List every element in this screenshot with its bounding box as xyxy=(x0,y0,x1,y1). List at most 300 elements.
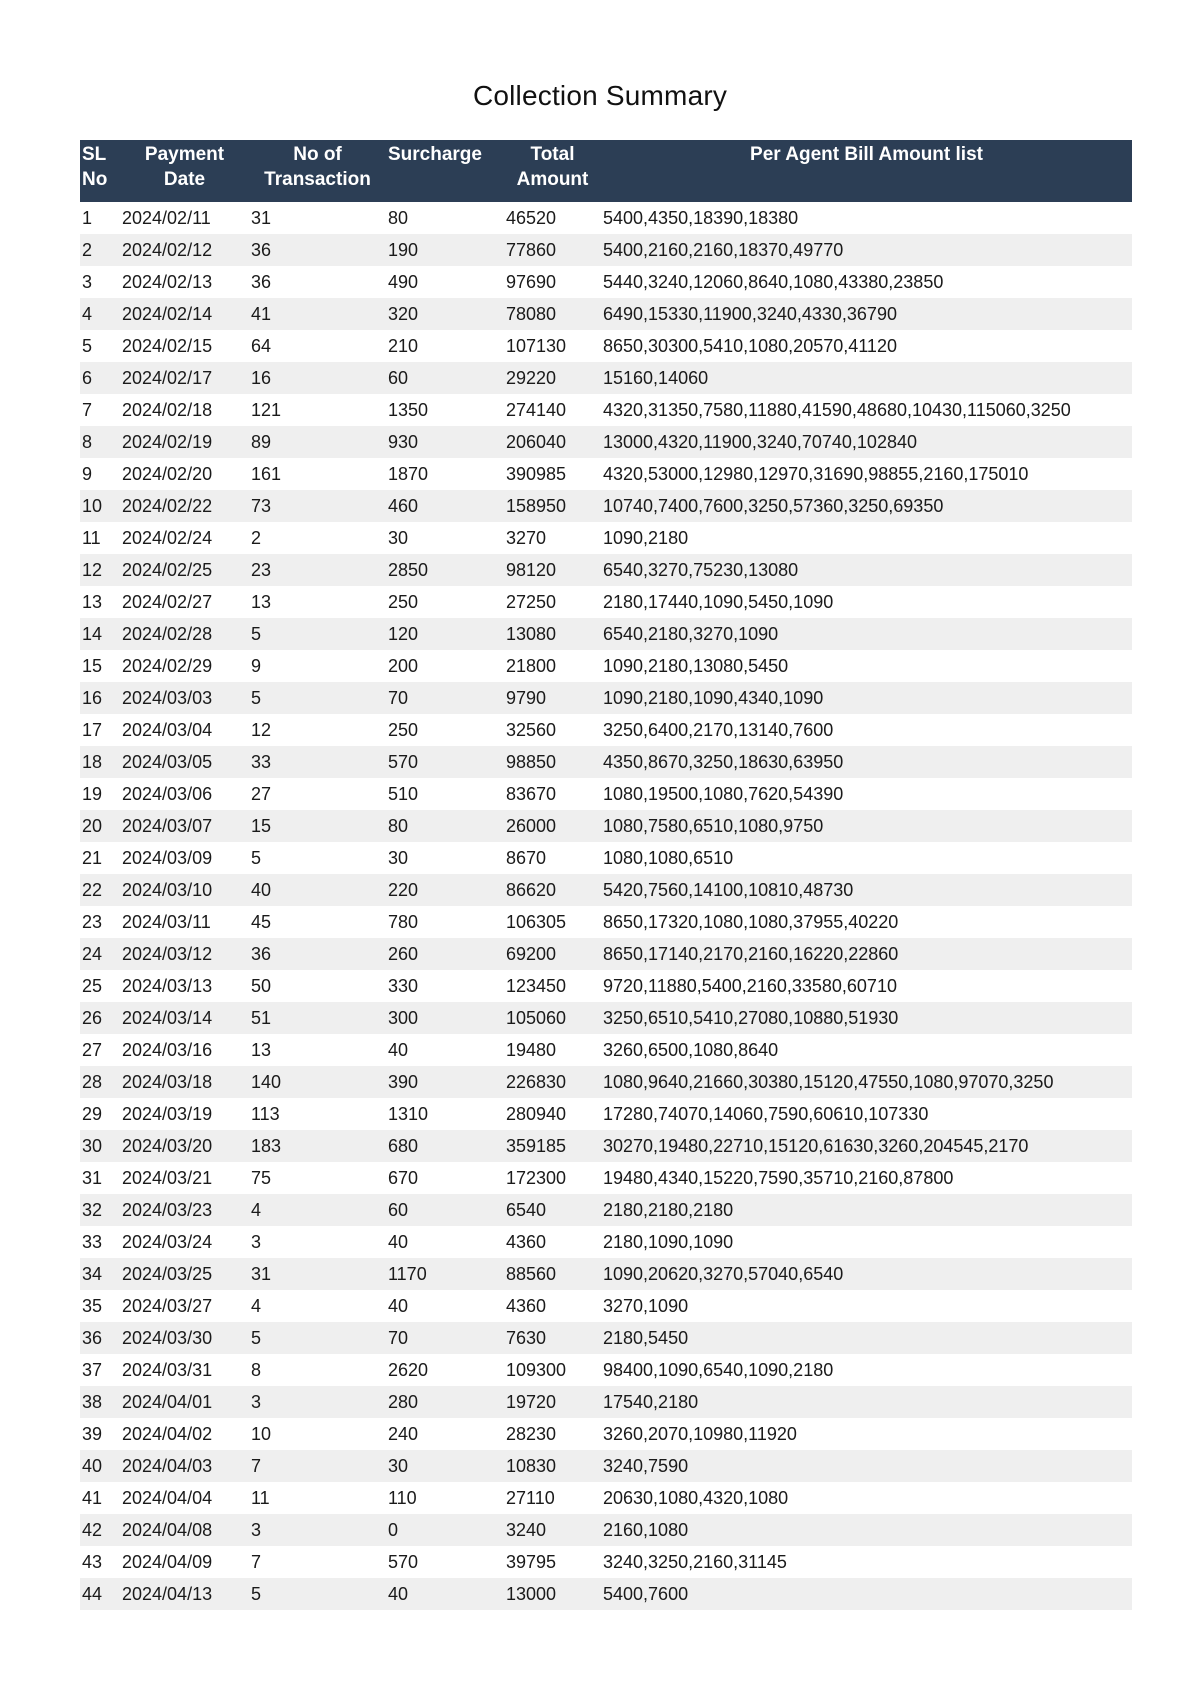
surcharge-cell: 250 xyxy=(388,592,419,612)
no-of-transaction-cell: 8 xyxy=(251,1360,262,1380)
payment-date-cell: 2024/02/15 xyxy=(122,336,213,356)
no-of-transaction-cell: 23 xyxy=(249,554,386,586)
surcharge-cell: 2620 xyxy=(388,1360,429,1380)
payment-date-cell: 2024/03/04 xyxy=(122,720,213,740)
total-amount-cell: 226830 xyxy=(504,1066,601,1098)
per-agent-bill-amount-list-cell: 5420,7560,14100,10810,48730 xyxy=(601,874,1132,906)
total-amount-cell: 77860 xyxy=(504,234,601,266)
sl-no-cell: 9 xyxy=(82,464,93,484)
sl-no-cell: 8 xyxy=(80,426,120,458)
table-row xyxy=(80,1162,1132,1194)
total-amount-cell: 27250 xyxy=(506,592,557,612)
total-amount-cell: 98120 xyxy=(504,554,601,586)
table-row xyxy=(80,1354,1132,1386)
per-agent-bill-amount-list-cell: 4320,53000,12980,12970,31690,98855,2160,175010 xyxy=(603,464,1029,484)
no-of-transaction-cell: 9 xyxy=(251,656,262,676)
surcharge-cell: 280 xyxy=(386,1386,504,1418)
per-agent-bill-amount-list-cell: 5400,7600 xyxy=(601,1578,1132,1610)
sl-no-cell: 42 xyxy=(80,1514,120,1546)
total-amount-cell: 359185 xyxy=(504,1130,601,1162)
table-row xyxy=(80,650,1132,682)
per-agent-bill-amount-list-cell: 17280,74070,14060,7590,60610,107330 xyxy=(603,1104,929,1124)
total-amount-cell: 39795 xyxy=(506,1552,557,1572)
column-header-payment-date: Payment Date xyxy=(120,140,249,202)
payment-date-cell: 2024/03/16 xyxy=(122,1040,213,1060)
total-amount-cell: 86620 xyxy=(504,874,601,906)
sl-no-cell: 27 xyxy=(82,1040,103,1060)
table-row xyxy=(80,298,1132,330)
table-row xyxy=(80,1194,1132,1226)
column-header-total-amount: Total Amount xyxy=(504,140,601,202)
no-of-transaction-cell: 13 xyxy=(251,592,272,612)
sl-no-cell: 44 xyxy=(80,1578,120,1610)
payment-date-cell: 2024/03/05 xyxy=(120,746,249,778)
surcharge-cell: 120 xyxy=(386,618,504,650)
sl-no-cell: 5 xyxy=(82,336,93,356)
per-agent-bill-amount-list-cell: 1090,2180 xyxy=(603,528,689,548)
per-agent-bill-amount-list-cell: 1080,19500,1080,7620,54390 xyxy=(603,784,844,804)
sl-no-cell: 13 xyxy=(82,592,103,612)
total-amount-cell: 172300 xyxy=(506,1168,567,1188)
payment-date-cell: 2024/02/18 xyxy=(122,400,213,420)
per-agent-bill-amount-list-cell: 2180,1090,1090 xyxy=(603,1232,734,1252)
payment-date-cell: 2024/03/09 xyxy=(122,848,213,868)
no-of-transaction-cell: 36 xyxy=(249,234,386,266)
total-amount-cell: 8670 xyxy=(506,848,547,868)
surcharge-cell: 510 xyxy=(388,784,419,804)
no-of-transaction-cell: 64 xyxy=(251,336,272,356)
collection-summary-table xyxy=(80,140,1132,1610)
per-agent-bill-amount-list-cell: 3270,1090 xyxy=(603,1296,689,1316)
total-amount-cell: 123450 xyxy=(506,976,567,996)
surcharge-cell: 330 xyxy=(388,976,419,996)
per-agent-bill-amount-list-cell: 2160,1080 xyxy=(601,1514,1132,1546)
surcharge-cell: 390 xyxy=(386,1066,504,1098)
payment-date-cell: 2024/02/14 xyxy=(120,298,249,330)
surcharge-cell: 60 xyxy=(386,362,504,394)
sl-no-cell: 37 xyxy=(82,1360,103,1380)
sl-no-cell: 3 xyxy=(82,272,93,292)
per-agent-bill-amount-list-cell: 30270,19480,22710,15120,61630,3260,204545,2170 xyxy=(601,1130,1132,1162)
no-of-transaction-cell: 36 xyxy=(251,272,272,292)
no-of-transaction-cell: 73 xyxy=(249,490,386,522)
surcharge-cell: 200 xyxy=(388,656,419,676)
table-row xyxy=(80,1002,1132,1034)
payment-date-cell: 2024/03/18 xyxy=(120,1066,249,1098)
table-row xyxy=(80,458,1132,490)
surcharge-cell: 490 xyxy=(388,272,419,292)
no-of-transaction-cell: 113 xyxy=(251,1104,280,1124)
payment-date-cell: 2024/04/03 xyxy=(120,1450,249,1482)
table-body xyxy=(80,202,1132,1610)
surcharge-cell: 190 xyxy=(386,234,504,266)
total-amount-cell: 19720 xyxy=(504,1386,601,1418)
total-amount-cell: 206040 xyxy=(504,426,601,458)
surcharge-cell: 70 xyxy=(386,1322,504,1354)
sl-no-cell: 4 xyxy=(80,298,120,330)
payment-date-cell: 2024/03/31 xyxy=(122,1360,213,1380)
sl-no-cell: 31 xyxy=(82,1168,103,1188)
sl-no-cell: 1 xyxy=(82,208,93,228)
per-agent-bill-amount-list-cell: 3250,6510,5410,27080,10880,51930 xyxy=(601,1002,1132,1034)
table-row xyxy=(80,266,1132,298)
total-amount-cell: 29220 xyxy=(504,362,601,394)
sl-no-cell: 36 xyxy=(80,1322,120,1354)
total-amount-cell: 21800 xyxy=(506,656,557,676)
per-agent-bill-amount-list-cell: 20630,1080,4320,1080 xyxy=(603,1488,789,1508)
surcharge-cell: 680 xyxy=(386,1130,504,1162)
table-row xyxy=(80,1034,1132,1066)
table-row xyxy=(80,746,1132,778)
table-row xyxy=(80,874,1132,906)
surcharge-cell: 40 xyxy=(386,1578,504,1610)
payment-date-cell: 2024/02/27 xyxy=(122,592,213,612)
per-agent-bill-amount-list-cell: 9720,11880,5400,2160,33580,60710 xyxy=(603,976,897,996)
sl-no-cell: 10 xyxy=(80,490,120,522)
table-row xyxy=(80,906,1132,938)
per-agent-bill-amount-list-cell: 4350,8670,3250,18630,63950 xyxy=(601,746,1132,778)
payment-date-cell: 2024/02/12 xyxy=(120,234,249,266)
sl-no-cell: 28 xyxy=(80,1066,120,1098)
table-row xyxy=(80,778,1132,810)
no-of-transaction-cell: 2 xyxy=(251,528,262,548)
surcharge-cell: 570 xyxy=(388,1552,419,1572)
total-amount-cell: 158950 xyxy=(504,490,601,522)
total-amount-cell: 7630 xyxy=(504,1322,601,1354)
column-header-no-of-transaction: No of Transaction xyxy=(249,140,386,202)
table-row xyxy=(80,202,1132,234)
sl-no-cell: 15 xyxy=(82,656,103,676)
sl-no-cell: 14 xyxy=(80,618,120,650)
table-row xyxy=(80,362,1132,394)
sl-no-cell: 6 xyxy=(80,362,120,394)
total-amount-cell: 46520 xyxy=(506,208,557,228)
no-of-transaction-cell: 5 xyxy=(249,1578,386,1610)
table-row xyxy=(80,1546,1132,1578)
table-row xyxy=(80,554,1132,586)
payment-date-cell: 2024/03/13 xyxy=(122,976,213,996)
per-agent-bill-amount-list-cell: 17540,2180 xyxy=(601,1386,1132,1418)
total-amount-cell: 13000 xyxy=(504,1578,601,1610)
no-of-transaction-cell: 31 xyxy=(251,208,272,228)
total-amount-cell: 88560 xyxy=(504,1258,601,1290)
table-row xyxy=(80,394,1132,426)
table-row xyxy=(80,586,1132,618)
no-of-transaction-cell: 140 xyxy=(249,1066,386,1098)
sl-no-cell: 40 xyxy=(80,1450,120,1482)
surcharge-cell: 260 xyxy=(386,938,504,970)
total-amount-cell: 106305 xyxy=(506,912,567,932)
no-of-transaction-cell: 36 xyxy=(249,938,386,970)
per-agent-bill-amount-list-cell: 3260,2070,10980,11920 xyxy=(603,1424,797,1444)
total-amount-cell: 109300 xyxy=(506,1360,567,1380)
no-of-transaction-cell: 3 xyxy=(249,1386,386,1418)
no-of-transaction-cell: 121 xyxy=(251,400,282,420)
payment-date-cell: 2024/03/20 xyxy=(120,1130,249,1162)
table-row xyxy=(80,682,1132,714)
per-agent-bill-amount-list-cell: 3240,3250,2160,31145 xyxy=(603,1552,787,1572)
surcharge-cell: 250 xyxy=(388,720,419,740)
surcharge-cell: 40 xyxy=(388,1232,409,1252)
per-agent-bill-amount-list-cell: 6540,3270,75230,13080 xyxy=(601,554,1132,586)
total-amount-cell: 3240 xyxy=(504,1514,601,1546)
payment-date-cell: 2024/03/11 xyxy=(122,912,211,932)
per-agent-bill-amount-list-cell: 5400,4350,18390,18380 xyxy=(603,208,799,228)
no-of-transaction-cell: 50 xyxy=(251,976,272,996)
total-amount-cell: 4360 xyxy=(506,1296,547,1316)
table-row xyxy=(80,1098,1132,1130)
total-amount-cell: 105060 xyxy=(504,1002,601,1034)
per-agent-bill-amount-list-cell: 8650,30300,5410,1080,20570,41120 xyxy=(603,336,897,356)
per-agent-bill-amount-list-cell: 8650,17320,1080,1080,37955,40220 xyxy=(603,912,899,932)
table-row xyxy=(80,1482,1132,1514)
table-row xyxy=(80,714,1132,746)
per-agent-bill-amount-list-cell: 1080,1080,6510 xyxy=(603,848,734,868)
surcharge-cell: 570 xyxy=(386,746,504,778)
surcharge-cell: 210 xyxy=(388,336,419,356)
no-of-transaction-cell: 51 xyxy=(249,1002,386,1034)
sl-no-cell: 34 xyxy=(80,1258,120,1290)
table-row xyxy=(80,938,1132,970)
payment-date-cell: 2024/04/13 xyxy=(120,1578,249,1610)
per-agent-bill-amount-list-cell: 1080,7580,6510,1080,9750 xyxy=(601,810,1132,842)
no-of-transaction-cell: 89 xyxy=(249,426,386,458)
no-of-transaction-cell: 11 xyxy=(251,1488,270,1508)
no-of-transaction-cell: 7 xyxy=(249,1450,386,1482)
per-agent-bill-amount-list-cell: 2180,2180,2180 xyxy=(601,1194,1132,1226)
total-amount-cell: 10830 xyxy=(504,1450,601,1482)
per-agent-bill-amount-list-cell: 3260,6500,1080,8640 xyxy=(603,1040,779,1060)
surcharge-cell: 220 xyxy=(386,874,504,906)
payment-date-cell: 2024/03/19 xyxy=(122,1104,213,1124)
payment-date-cell: 2024/04/09 xyxy=(122,1552,213,1572)
table-row xyxy=(80,1386,1132,1418)
no-of-transaction-cell: 4 xyxy=(249,1194,386,1226)
sl-no-cell: 30 xyxy=(80,1130,120,1162)
total-amount-cell: 6540 xyxy=(504,1194,601,1226)
no-of-transaction-cell: 75 xyxy=(251,1168,272,1188)
no-of-transaction-cell: 13 xyxy=(251,1040,272,1060)
surcharge-cell: 70 xyxy=(386,682,504,714)
sl-no-cell: 29 xyxy=(82,1104,103,1124)
surcharge-cell: 30 xyxy=(388,848,409,868)
no-of-transaction-cell: 41 xyxy=(249,298,386,330)
no-of-transaction-cell: 161 xyxy=(251,464,282,484)
sl-no-cell: 19 xyxy=(82,784,103,804)
sl-no-cell: 2 xyxy=(80,234,120,266)
column-header-per-agent-bill-amount-list: Per Agent Bill Amount list xyxy=(601,140,1132,202)
payment-date-cell: 2024/03/12 xyxy=(120,938,249,970)
total-amount-cell: 280940 xyxy=(506,1104,567,1124)
surcharge-cell: 80 xyxy=(388,208,409,228)
sl-no-cell: 41 xyxy=(82,1488,103,1508)
total-amount-cell: 32560 xyxy=(506,720,557,740)
table-header xyxy=(80,140,1132,202)
no-of-transaction-cell: 10 xyxy=(251,1424,272,1444)
per-agent-bill-amount-list-cell: 1080,9640,21660,30380,15120,47550,1080,97070,3250 xyxy=(601,1066,1132,1098)
table-row xyxy=(80,1322,1132,1354)
sl-no-cell: 24 xyxy=(80,938,120,970)
surcharge-cell: 80 xyxy=(386,810,504,842)
no-of-transaction-cell: 5 xyxy=(251,848,262,868)
total-amount-cell: 4360 xyxy=(506,1232,547,1252)
payment-date-cell: 2024/04/01 xyxy=(120,1386,249,1418)
sl-no-cell: 23 xyxy=(82,912,103,932)
payment-date-cell: 2024/03/10 xyxy=(120,874,249,906)
total-amount-cell: 69200 xyxy=(504,938,601,970)
per-agent-bill-amount-list-cell: 98400,1090,6540,1090,2180 xyxy=(603,1360,834,1380)
table-row xyxy=(80,1450,1132,1482)
surcharge-cell: 300 xyxy=(386,1002,504,1034)
payment-date-cell: 2024/03/24 xyxy=(122,1232,213,1252)
table-row xyxy=(80,842,1132,874)
payment-date-cell: 2024/02/29 xyxy=(122,656,213,676)
sl-no-cell: 39 xyxy=(82,1424,103,1444)
table-row xyxy=(80,810,1132,842)
per-agent-bill-amount-list-cell: 5440,3240,12060,8640,1080,43380,23850 xyxy=(603,272,944,292)
payment-date-cell: 2024/02/19 xyxy=(120,426,249,458)
per-agent-bill-amount-list-cell: 5400,2160,2160,18370,49770 xyxy=(601,234,1132,266)
payment-date-cell: 2024/04/08 xyxy=(120,1514,249,1546)
total-amount-cell: 78080 xyxy=(504,298,601,330)
sl-no-cell: 16 xyxy=(80,682,120,714)
total-amount-cell: 19480 xyxy=(506,1040,557,1060)
total-amount-cell: 107130 xyxy=(506,336,567,356)
per-agent-bill-amount-list-cell: 3240,7590 xyxy=(601,1450,1132,1482)
sl-no-cell: 43 xyxy=(82,1552,103,1572)
no-of-transaction-cell: 12 xyxy=(251,720,272,740)
no-of-transaction-cell: 7 xyxy=(251,1552,262,1572)
sl-no-cell: 38 xyxy=(80,1386,120,1418)
no-of-transaction-cell: 33 xyxy=(249,746,386,778)
surcharge-cell: 240 xyxy=(388,1424,419,1444)
page-title: Collection Summary xyxy=(472,80,728,111)
no-of-transaction-cell: 3 xyxy=(249,1514,386,1546)
sl-no-cell: 32 xyxy=(80,1194,120,1226)
per-agent-bill-amount-list-cell: 1090,20620,3270,57040,6540 xyxy=(601,1258,1132,1290)
table-row xyxy=(80,1130,1132,1162)
no-of-transaction-cell: 27 xyxy=(251,784,272,804)
payment-date-cell: 2024/03/23 xyxy=(120,1194,249,1226)
no-of-transaction-cell: 4 xyxy=(251,1296,262,1316)
table-row xyxy=(80,234,1132,266)
per-agent-bill-amount-list-cell: 8650,17140,2170,2160,16220,22860 xyxy=(601,938,1132,970)
sl-no-cell: 12 xyxy=(80,554,120,586)
table-row xyxy=(80,490,1132,522)
table-row xyxy=(80,330,1132,362)
per-agent-bill-amount-list-cell: 2180,17440,1090,5450,1090 xyxy=(603,592,834,612)
total-amount-cell: 13080 xyxy=(504,618,601,650)
sl-no-cell: 26 xyxy=(80,1002,120,1034)
surcharge-cell: 780 xyxy=(388,912,419,932)
payment-date-cell: 2024/03/21 xyxy=(122,1168,213,1188)
per-agent-bill-amount-list-cell: 15160,14060 xyxy=(601,362,1132,394)
sl-no-cell: 20 xyxy=(80,810,120,842)
per-agent-bill-amount-list-cell: 19480,4340,15220,7590,35710,2160,87800 xyxy=(603,1168,954,1188)
table-row xyxy=(80,1290,1132,1322)
surcharge-cell: 110 xyxy=(388,1488,417,1508)
no-of-transaction-cell: 5 xyxy=(249,682,386,714)
payment-date-cell: 2024/03/03 xyxy=(120,682,249,714)
payment-date-cell: 2024/02/24 xyxy=(122,528,213,548)
payment-date-cell: 2024/03/30 xyxy=(120,1322,249,1354)
sl-no-cell: 25 xyxy=(82,976,103,996)
total-amount-cell: 26000 xyxy=(504,810,601,842)
total-amount-cell: 390985 xyxy=(506,464,567,484)
payment-date-cell: 2024/03/25 xyxy=(120,1258,249,1290)
sl-no-cell: 33 xyxy=(82,1232,103,1252)
sl-no-cell: 18 xyxy=(80,746,120,778)
column-header-sl-no: SL No xyxy=(80,140,120,202)
payment-date-cell: 2024/02/22 xyxy=(120,490,249,522)
payment-date-cell: 2024/04/02 xyxy=(122,1424,213,1444)
table-row xyxy=(80,426,1132,458)
column-header-surcharge: Surcharge xyxy=(386,140,504,202)
total-amount-cell: 97690 xyxy=(506,272,557,292)
total-amount-cell: 9790 xyxy=(504,682,601,714)
no-of-transaction-cell: 5 xyxy=(249,1322,386,1354)
table-row xyxy=(80,1418,1132,1450)
table-row xyxy=(80,1258,1132,1290)
total-amount-cell: 27110 xyxy=(506,1488,555,1508)
per-agent-bill-amount-list-cell: 10740,7400,7600,3250,57360,3250,69350 xyxy=(601,490,1132,522)
surcharge-cell: 60 xyxy=(386,1194,504,1226)
payment-date-cell: 2024/02/20 xyxy=(122,464,213,484)
table-row xyxy=(80,522,1132,554)
sl-no-cell: 17 xyxy=(82,720,103,740)
per-agent-bill-amount-list-cell: 13000,4320,11900,3240,70740,102840 xyxy=(601,426,1132,458)
table-row xyxy=(80,618,1132,650)
payment-date-cell: 2024/02/28 xyxy=(120,618,249,650)
surcharge-cell: 0 xyxy=(386,1514,504,1546)
sl-no-cell: 7 xyxy=(82,400,93,420)
per-agent-bill-amount-list-cell: 6540,2180,3270,1090 xyxy=(601,618,1132,650)
payment-date-cell: 2024/02/13 xyxy=(122,272,213,292)
table-row xyxy=(80,1578,1132,1610)
surcharge-cell: 930 xyxy=(386,426,504,458)
per-agent-bill-amount-list-cell: 3250,6400,2170,13140,7600 xyxy=(603,720,834,740)
table-row xyxy=(80,970,1132,1002)
payment-date-cell: 2024/03/06 xyxy=(122,784,213,804)
total-amount-cell: 28230 xyxy=(506,1424,557,1444)
payment-date-cell: 2024/02/25 xyxy=(120,554,249,586)
per-agent-bill-amount-list-cell: 1090,2180,13080,5450 xyxy=(603,656,789,676)
payment-date-cell: 2024/02/17 xyxy=(120,362,249,394)
surcharge-cell: 2850 xyxy=(386,554,504,586)
per-agent-bill-amount-list-cell: 1090,2180,1090,4340,1090 xyxy=(601,682,1132,714)
surcharge-cell: 1350 xyxy=(388,400,429,420)
total-amount-cell: 98850 xyxy=(504,746,601,778)
surcharge-cell: 1870 xyxy=(388,464,429,484)
sl-no-cell: 35 xyxy=(82,1296,103,1316)
payment-date-cell: 2024/03/07 xyxy=(120,810,249,842)
total-amount-cell: 83670 xyxy=(506,784,557,804)
table-row xyxy=(80,1066,1132,1098)
surcharge-cell: 1170 xyxy=(386,1258,504,1290)
surcharge-cell: 320 xyxy=(386,298,504,330)
surcharge-cell: 30 xyxy=(386,1450,504,1482)
total-amount-cell: 3270 xyxy=(506,528,547,548)
payment-date-cell: 2024/04/04 xyxy=(122,1488,213,1508)
no-of-transaction-cell: 15 xyxy=(249,810,386,842)
per-agent-bill-amount-list-cell: 6490,15330,11900,3240,4330,36790 xyxy=(601,298,1132,330)
per-agent-bill-amount-list-cell: 4320,31350,7580,11880,41590,48680,10430,115060,3250 xyxy=(603,400,1071,420)
no-of-transaction-cell: 5 xyxy=(249,618,386,650)
sl-no-cell: 22 xyxy=(80,874,120,906)
sl-no-cell: 21 xyxy=(82,848,103,868)
sl-no-cell: 11 xyxy=(82,528,101,548)
payment-date-cell: 2024/03/14 xyxy=(120,1002,249,1034)
